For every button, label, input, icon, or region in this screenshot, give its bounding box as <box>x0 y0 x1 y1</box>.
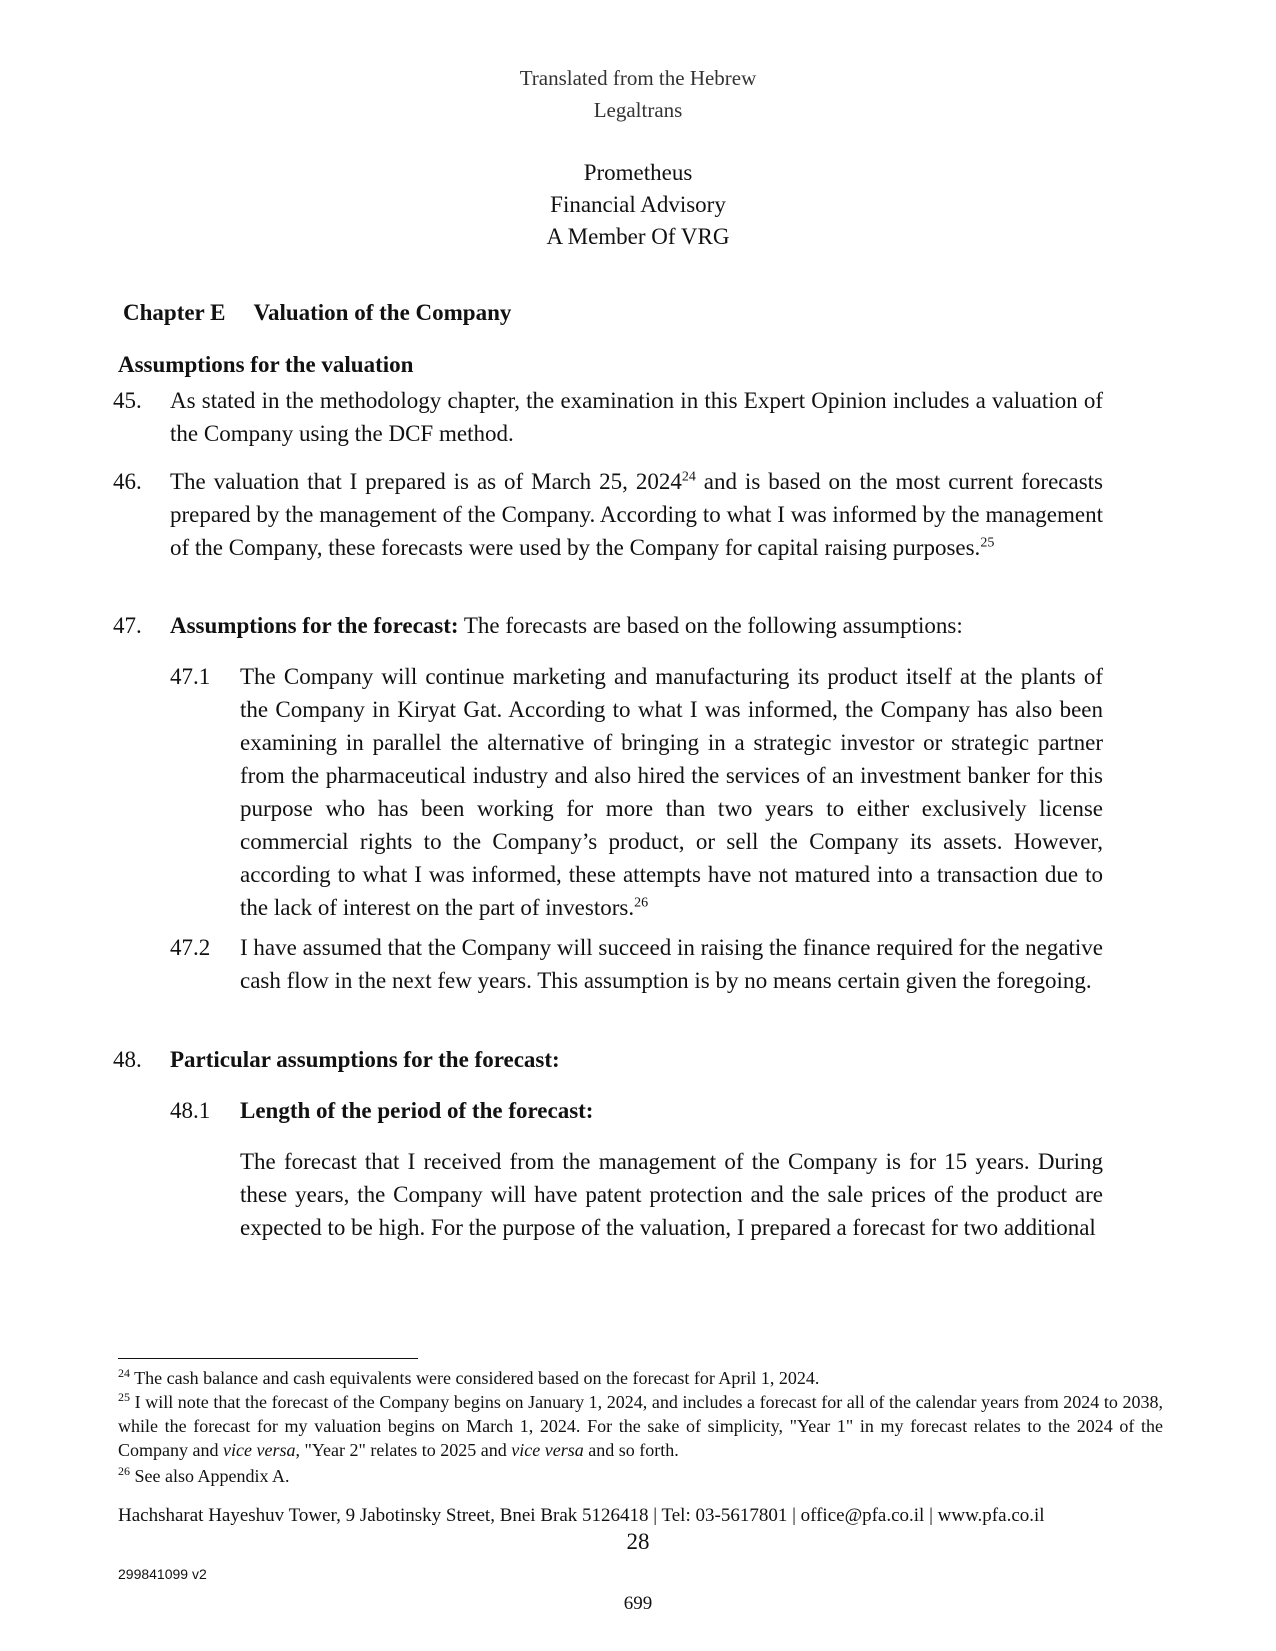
chapter-label: Chapter E <box>123 300 226 325</box>
firm-subtitle: Financial Advisory <box>550 192 726 217</box>
footnote-ref-26[interactable]: 26 <box>634 895 649 911</box>
footnote-separator <box>118 1358 418 1359</box>
paragraph-48-1-heading: Length of the period of the forecast: <box>240 1098 594 1123</box>
chapter-title: Valuation of the Company <box>253 300 512 325</box>
bates-number: 699 <box>623 1593 653 1614</box>
paragraph-47-2: I have assumed that the Company will succeed in raising the finance required for the negative cash flow in the next few years. This assumption is by no means certain given the foregoing. <box>240 935 1103 993</box>
subparagraph-number: 47.1 <box>170 664 211 689</box>
paragraph-48-1-body: The forecast that I received from the management of the Company is for 15 years. During these years, the Company will have patent protection and the sale prices of the product are expected to be high. For the purpose of the valuation, I prepared a forecast for two additional <box>240 1149 1103 1240</box>
paragraph-48: Particular assumptions for the forecast: <box>170 1047 560 1072</box>
document-id: 299841099 v2 <box>118 1566 207 1582</box>
subparagraph-number: 48.1 <box>170 1098 211 1123</box>
footer-address: Hachsharat Hayeshuv Tower, 9 Jabotinsky Street, Bnei Brak 5126418 | Tel: 03-5617801 | office@pfa.co.il | www.pfa.co.il <box>118 1505 1045 1526</box>
paragraph-47-1: The Company will continue marketing and manufacturing its product itself at the plants of the Company in Kiryat Gat. According to what I was informed, the Company has also been examining in parallel the alternative of bringing in a strategic investor or strategic partner from the pharmaceutical industry and also hired the services of an investment banker for this purpose who has been working for more than two years to either exclusively license commercial rights to the Company’s product, or sell the Company its assets. However, according to what I was informed, these attempts have not matured into a transaction due to the lack of interest on the part of investors.$^{26}$ <box>240 664 1103 920</box>
subparagraph-number: 47.2 <box>170 935 211 960</box>
paragraph-number: 47. <box>113 613 142 638</box>
paragraph-46: The valuation that I prepared is as of March 25, 2024$^{24}$ and is based on the most current forecasts prepared by the management of the Company. According to what I was informed by the management of the Company, these forecasts were used by the Company for capital raising purposes.$^{25}$ <box>170 469 1103 560</box>
footnote-24: $^{24}$ The cash balance and cash equivalents were considered based on the forecast for April 1, 2024. <box>118 1366 820 1388</box>
page-number: 28 <box>626 1529 650 1554</box>
firm-membership: A Member Of VRG <box>546 224 730 249</box>
paragraph-47: Assumptions for the forecast: The forecasts are based on the following assumptions: <box>170 613 963 638</box>
firm-name: Prometheus <box>583 160 693 185</box>
chapter-heading <box>123 300 511 326</box>
paragraph-number: 48. <box>113 1047 142 1072</box>
paragraph-number: 45. <box>113 388 142 413</box>
translator-name: Legaltrans <box>593 98 683 122</box>
paragraph-number: 46. <box>113 469 142 494</box>
paragraph-45: As stated in the methodology chapter, the examination in this Expert Opinion includes a valuation of the Company using the DCF method. <box>170 388 1103 446</box>
footnote-25: $^{25}$ I will note that the forecast of the Company begins on January 1, 2024, and includes a forecast for all of the calendar years from 2024 to 2038, while the forecast for my valuation begins on March 1, 2024. For the sake of simplicity, "Year 1" in my forecast relates to the 2024 of the Company and vice versa, "Year 2" relates to 2025 and vice versa and so forth. <box>118 1390 1163 1460</box>
footnote-ref-25[interactable]: 25 <box>980 535 995 551</box>
footnote-ref-24[interactable]: 24 <box>681 469 696 485</box>
translation-note: Translated from the Hebrew <box>519 66 757 90</box>
section-subheading: Assumptions for the valuation <box>118 352 414 377</box>
footnote-26: $^{26}$ See also Appendix A. <box>118 1464 290 1486</box>
